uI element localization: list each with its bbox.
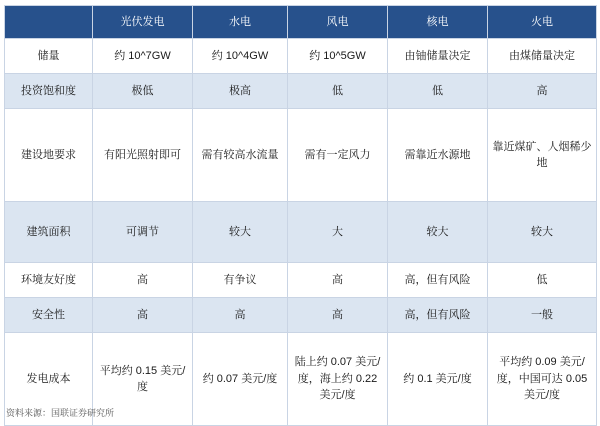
table-row [5,263,597,298]
cell: 高 [288,298,388,333]
cell: 需有较高水流量 [193,109,288,202]
table-row [5,74,597,109]
cell: 约 0.07 美元/度 [193,333,288,426]
cell: 极高 [193,74,288,109]
table-row [5,202,597,263]
row-label: 安全性 [5,298,93,333]
table-body [5,39,597,426]
cell: 约 10^7GW [93,39,193,74]
table-header [5,6,597,39]
header-cell-nuclear: 核电 [388,6,488,39]
header-cell-thermal: 火电 [488,6,597,39]
cell: 由铀储量决定 [388,39,488,74]
cell: 极低 [93,74,193,109]
cell: 高，但有风险 [388,263,488,298]
cell: 由煤储量决定 [488,39,597,74]
energy-comparison-table [4,5,597,426]
header-cell-solar: 光伏发电 [93,6,193,39]
cell: 可调节 [93,202,193,263]
cell: 高 [288,263,388,298]
cell: 需靠近水源地 [388,109,488,202]
cell: 需有一定风力 [288,109,388,202]
table-row [5,109,597,202]
cell: 一般 [488,298,597,333]
table-row [5,39,597,74]
row-label: 建设地要求 [5,109,93,202]
cell: 约 10^5GW [288,39,388,74]
cell: 大 [288,202,388,263]
cell: 低 [488,263,597,298]
row-label: 储量 [5,39,93,74]
cell: 高 [193,298,288,333]
cell: 高 [93,263,193,298]
table-row [5,298,597,333]
cell: 较大 [488,202,597,263]
cell: 平均约 0.09 美元/度，中国可达 0.05 美元/度 [488,333,597,426]
cell: 有争议 [193,263,288,298]
row-label: 建筑面积 [5,202,93,263]
header-row [5,6,597,39]
cell: 较大 [193,202,288,263]
cell: 平均约 0.15 美元/度 [93,333,193,426]
cell: 陆上约 0.07 美元/度，海上约 0.22 美元/度 [288,333,388,426]
header-cell-hydro: 水电 [193,6,288,39]
cell: 高 [488,74,597,109]
row-label: 环境友好度 [5,263,93,298]
row-label: 投资饱和度 [5,74,93,109]
cell: 高，但有风险 [388,298,488,333]
cell: 低 [288,74,388,109]
cell: 高 [93,298,193,333]
cell: 约 0.1 美元/度 [388,333,488,426]
cell: 低 [388,74,488,109]
header-cell-wind: 风电 [288,6,388,39]
row-label: 发电成本 [5,333,93,426]
header-cell-corner [5,6,93,39]
cell: 靠近煤矿、人烟稀少地 [488,109,597,202]
cell: 较大 [388,202,488,263]
source-note: 资料来源：国联证券研究所 [6,408,115,418]
cell: 有阳光照射即可 [93,109,193,202]
cell: 约 10^4GW [193,39,288,74]
